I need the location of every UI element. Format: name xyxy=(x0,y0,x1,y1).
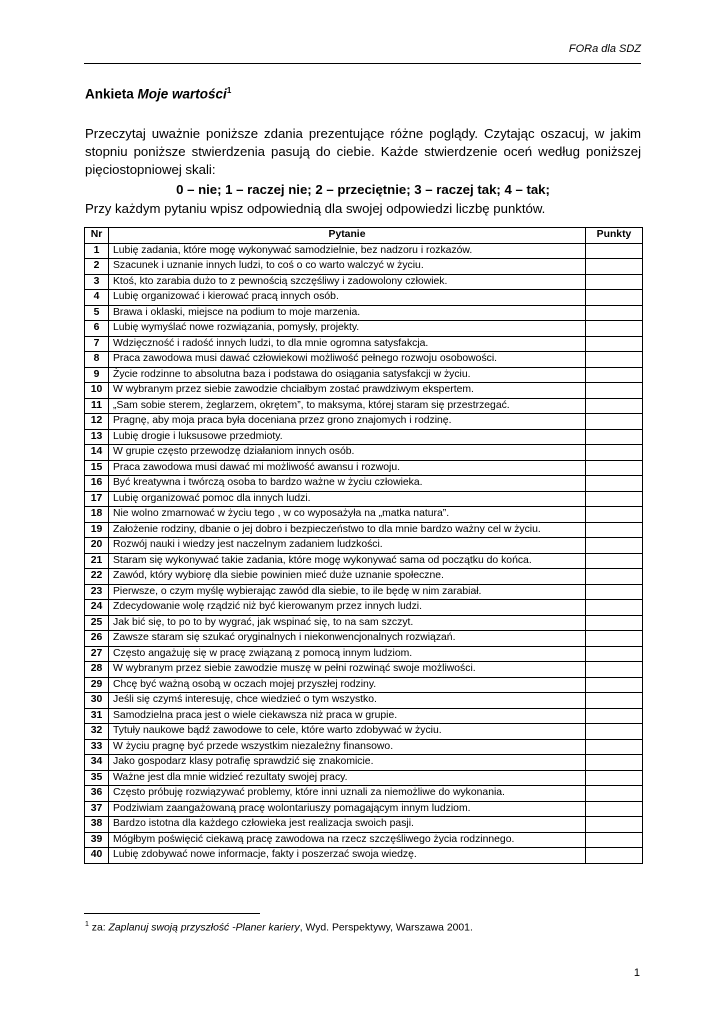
row-points-cell[interactable] xyxy=(586,677,643,693)
row-points-cell[interactable] xyxy=(586,662,643,678)
row-number: 29 xyxy=(85,677,109,693)
row-question: W grupie często przewodzę działaniom innych osób. xyxy=(109,445,586,461)
header-divider xyxy=(84,63,641,64)
row-points-cell[interactable] xyxy=(586,274,643,290)
table-row xyxy=(85,631,643,647)
row-question: Staram się wykonywać takie zadania, które mogę wykonywać sama od początku do końca. xyxy=(109,553,586,569)
row-points-cell[interactable] xyxy=(586,708,643,724)
footnote-suffix: , Wyd. Perspektywy, Warszawa 2001. xyxy=(299,922,473,934)
table-row xyxy=(85,383,643,399)
table-row xyxy=(85,445,643,461)
row-question: Samodzielna praca jest o wiele ciekawsza niż praca w grupie. xyxy=(109,708,586,724)
row-number: 9 xyxy=(85,367,109,383)
row-number: 13 xyxy=(85,429,109,445)
table-row xyxy=(85,398,643,414)
row-question: Mógłbym poświęcić ciekawą pracę zawodowa na rzecz szczęśliwego życia rodzinnego. xyxy=(109,832,586,848)
table-row xyxy=(85,739,643,755)
row-number: 7 xyxy=(85,336,109,352)
row-question: Ktoś, kto zarabia dużo to z pewnością szczęśliwy i zadowolony człowiek. xyxy=(109,274,586,290)
header-nr: Nr xyxy=(85,228,109,244)
row-points-cell[interactable] xyxy=(586,631,643,647)
row-question: Zawsze staram się szukać oryginalnych i niekonwencjonalnych rozwiązań. xyxy=(109,631,586,647)
table-row xyxy=(85,274,643,290)
row-question: Brawa i oklaski, miejsce na podium to moje marzenia. xyxy=(109,305,586,321)
row-number: 12 xyxy=(85,414,109,430)
row-number: 28 xyxy=(85,662,109,678)
row-question: W wybranym przez siebie zawodzie muszę w pełni rozwinąć swoje możliwości. xyxy=(109,662,586,678)
table-row xyxy=(85,290,643,306)
row-question: Praca zawodowa musi dawać człowiekowi możliwość pełnego rozwoju osobowości. xyxy=(109,352,586,368)
row-points-cell[interactable] xyxy=(586,290,643,306)
table-row xyxy=(85,367,643,383)
table-row xyxy=(85,336,643,352)
table-row xyxy=(85,553,643,569)
row-question: Podziwiam zaangażowaną pracę wolontariuszy pomagającym innym ludziom. xyxy=(109,801,586,817)
row-number: 36 xyxy=(85,786,109,802)
row-points-cell[interactable] xyxy=(586,383,643,399)
table-header-row xyxy=(85,228,643,244)
row-number: 35 xyxy=(85,770,109,786)
table-row xyxy=(85,414,643,430)
table-row xyxy=(85,848,643,864)
table-row xyxy=(85,584,643,600)
row-number: 15 xyxy=(85,460,109,476)
title-footnote-mark: 1 xyxy=(226,86,232,95)
row-number: 1 xyxy=(85,243,109,259)
row-points-cell[interactable] xyxy=(586,832,643,848)
row-points-cell[interactable] xyxy=(586,321,643,337)
row-points-cell[interactable] xyxy=(586,786,643,802)
row-question: Często angażuję się w pracę związaną z pomocą innym ludziom. xyxy=(109,646,586,662)
table-row xyxy=(85,429,643,445)
table-row xyxy=(85,259,643,275)
table-row xyxy=(85,708,643,724)
instruction-text: Przy każdym pytaniu wpisz odpowiednią dla swojej odpowiedzi liczbę punktów. xyxy=(85,201,546,216)
header-points: Punkty xyxy=(586,228,643,244)
row-question: Często próbuję rozwiązywać problemy, które inni uznali za niemożliwe do wykonania. xyxy=(109,786,586,802)
row-question: Rozwój nauki i wiedzy jest naczelnym zadaniem ludzkości. xyxy=(109,538,586,554)
row-question: Zdecydowanie wolę rządzić niż być kierowanym przez innych ludzi. xyxy=(109,600,586,616)
row-number: 39 xyxy=(85,832,109,848)
row-points-cell[interactable] xyxy=(586,739,643,755)
row-number: 33 xyxy=(85,739,109,755)
row-question: Wdzięczność i radość innych ludzi, to dla mnie ogromna satysfakcja. xyxy=(109,336,586,352)
row-number: 17 xyxy=(85,491,109,507)
table-row xyxy=(85,832,643,848)
row-number: 23 xyxy=(85,584,109,600)
row-points-cell[interactable] xyxy=(586,429,643,445)
row-number: 30 xyxy=(85,693,109,709)
row-number: 31 xyxy=(85,708,109,724)
row-points-cell[interactable] xyxy=(586,584,643,600)
row-question: Lubię zdobywać nowe informacje, fakty i poszerzać swoja wiedzę. xyxy=(109,848,586,864)
row-number: 38 xyxy=(85,817,109,833)
row-points-cell[interactable] xyxy=(586,770,643,786)
row-number: 8 xyxy=(85,352,109,368)
row-question: Lubię organizować i kierować pracą innych osób. xyxy=(109,290,586,306)
row-question: Bardzo istotna dla każdego człowieka jest realizacja swoich pasji. xyxy=(109,817,586,833)
row-points-cell[interactable] xyxy=(586,848,643,864)
row-number: 14 xyxy=(85,445,109,461)
row-points-cell[interactable] xyxy=(586,538,643,554)
table-row xyxy=(85,677,643,693)
row-number: 11 xyxy=(85,398,109,414)
intro-paragraph: Przeczytaj uważnie poniższe zdania prezentujące różne poglądy. Czytając oszacuj, w jakim stopniu poniższe stwierdzenia pasują do ciebie. Każde stwierdzenie oceń według poniższej pięciostopniowej skali: xyxy=(85,126,641,178)
row-points-cell[interactable] xyxy=(586,569,643,585)
row-points-cell[interactable] xyxy=(586,398,643,414)
title-italic: Moje wartości xyxy=(137,86,227,102)
row-question: Chcę być ważną osobą w oczach mojej przyszłej rodziny. xyxy=(109,677,586,693)
row-number: 37 xyxy=(85,801,109,817)
table-row xyxy=(85,321,643,337)
table-row xyxy=(85,305,643,321)
row-question: Życie rodzinne to absolutna baza i podstawa do osiągania satysfakcji w życiu. xyxy=(109,367,586,383)
row-points-cell[interactable] xyxy=(586,600,643,616)
row-question: Zawód, który wybiorę dla siebie powinien mieć duże uznanie społeczne. xyxy=(109,569,586,585)
table-row xyxy=(85,352,643,368)
table-row xyxy=(85,801,643,817)
row-points-cell[interactable] xyxy=(586,460,643,476)
row-question: Jeśli się czymś interesuję, chce wiedzieć o tym wszystko. xyxy=(109,693,586,709)
table-row xyxy=(85,476,643,492)
row-number: 16 xyxy=(85,476,109,492)
table-row xyxy=(85,646,643,662)
row-points-cell[interactable] xyxy=(586,724,643,740)
row-question: Tytuły naukowe bądź zawodowe to cele, które warto zdobywać w życiu. xyxy=(109,724,586,740)
row-question: Lubię zadania, które mogę wykonywać samodzielnie, bez nadzoru i rozkazów. xyxy=(109,243,586,259)
footnote-prefix: za: xyxy=(88,922,109,934)
row-question: Szacunek i uznanie innych ludzi, to coś o co warto walczyć w życiu. xyxy=(109,259,586,275)
footnote-divider xyxy=(84,913,260,914)
row-points-cell[interactable] xyxy=(586,801,643,817)
row-number: 10 xyxy=(85,383,109,399)
survey-table xyxy=(84,227,643,864)
row-question: Lubię organizować pomoc dla innych ludzi. xyxy=(109,491,586,507)
table-row xyxy=(85,755,643,771)
row-number: 20 xyxy=(85,538,109,554)
row-points-cell[interactable] xyxy=(586,507,643,523)
row-number: 2 xyxy=(85,259,109,275)
row-points-cell[interactable] xyxy=(586,476,643,492)
row-question: Jako gospodarz klasy potrafię sprawdzić się znakomicie. xyxy=(109,755,586,771)
row-question: Jak bić się, to po to by wygrać, jak wspinać się, to na sam szczyt. xyxy=(109,615,586,631)
table-row xyxy=(85,615,643,631)
row-number: 26 xyxy=(85,631,109,647)
table-row xyxy=(85,522,643,538)
row-number: 22 xyxy=(85,569,109,585)
row-question: Lubię drogie i luksusowe przedmioty. xyxy=(109,429,586,445)
row-points-cell[interactable] xyxy=(586,615,643,631)
row-number: 3 xyxy=(85,274,109,290)
row-number: 25 xyxy=(85,615,109,631)
row-question: Lubię wymyślać nowe rozwiązania, pomysły, projekty. xyxy=(109,321,586,337)
page-header: FORa dla SDZ xyxy=(568,43,641,55)
table-row xyxy=(85,569,643,585)
header-question: Pytanie xyxy=(109,228,586,244)
table-row xyxy=(85,243,643,259)
document-title xyxy=(85,86,231,102)
row-points-cell[interactable] xyxy=(586,817,643,833)
table-row xyxy=(85,460,643,476)
page-number: 1 xyxy=(633,967,640,979)
table-row xyxy=(85,817,643,833)
row-points-cell[interactable] xyxy=(586,445,643,461)
row-number: 21 xyxy=(85,553,109,569)
row-number: 19 xyxy=(85,522,109,538)
table-row xyxy=(85,507,643,523)
table-row xyxy=(85,491,643,507)
row-points-cell[interactable] xyxy=(586,755,643,771)
row-question: Założenie rodziny, dbanie o jej dobro i bezpieczeństwo to dla mnie bardzo ważny cel w życiu. xyxy=(109,522,586,538)
footnote-mark: 1 xyxy=(85,921,89,928)
row-points-cell[interactable] xyxy=(586,646,643,662)
row-number: 4 xyxy=(85,290,109,306)
row-number: 24 xyxy=(85,600,109,616)
footnote-title: Zaplanuj swoją przyszłość -Planer kariery xyxy=(108,922,300,934)
table-row xyxy=(85,770,643,786)
table-row xyxy=(85,662,643,678)
row-points-cell[interactable] xyxy=(586,522,643,538)
row-question: W wybranym przez siebie zawodzie chciałbym zostać prawdziwym ekspertem. xyxy=(109,383,586,399)
row-question: „Sam sobie sterem, żeglarzem, okrętem”, to maksyma, której staram się przestrzegać. xyxy=(109,398,586,414)
row-question: Nie wolno zmarnować w życiu tego , w co wyposażyła na „matka natura”. xyxy=(109,507,586,523)
row-points-cell[interactable] xyxy=(586,336,643,352)
row-number: 6 xyxy=(85,321,109,337)
table-row xyxy=(85,724,643,740)
table-row xyxy=(85,538,643,554)
row-number: 34 xyxy=(85,755,109,771)
footnote xyxy=(85,921,473,933)
row-points-cell[interactable] xyxy=(586,243,643,259)
row-question: Ważne jest dla mnie widzieć rezultaty swojej pracy. xyxy=(109,770,586,786)
row-number: 40 xyxy=(85,848,109,864)
row-question: Pierwsze, o czym myślę wybierając zawód dla siebie, to ile będę w nim zarabiał. xyxy=(109,584,586,600)
row-number: 5 xyxy=(85,305,109,321)
row-number: 18 xyxy=(85,507,109,523)
row-points-cell[interactable] xyxy=(586,367,643,383)
row-question: Praca zawodowa musi dawać mi możliwość awansu i rozwoju. xyxy=(109,460,586,476)
table-row xyxy=(85,786,643,802)
row-number: 32 xyxy=(85,724,109,740)
row-points-cell[interactable] xyxy=(586,352,643,368)
table-row xyxy=(85,693,643,709)
title-prefix: Ankieta xyxy=(85,86,138,102)
row-points-cell[interactable] xyxy=(586,553,643,569)
row-points-cell[interactable] xyxy=(586,491,643,507)
row-question: Pragnę, aby moja praca była doceniana przez grono znajomych i rodzinę. xyxy=(109,414,586,430)
row-points-cell[interactable] xyxy=(586,305,643,321)
row-question: Być kreatywna i twórczą osoba to bardzo ważne w życiu człowieka. xyxy=(109,476,586,492)
table-row xyxy=(85,600,643,616)
row-number: 27 xyxy=(85,646,109,662)
row-points-cell[interactable] xyxy=(586,414,643,430)
row-points-cell[interactable] xyxy=(586,259,643,275)
rating-scale: 0 – nie; 1 – raczej nie; 2 – przeciętnie; 3 – raczej tak; 4 – tak; xyxy=(176,182,550,197)
row-question: W życiu pragnę być przede wszystkim niezależny finansowo. xyxy=(109,739,586,755)
row-points-cell[interactable] xyxy=(586,693,643,709)
